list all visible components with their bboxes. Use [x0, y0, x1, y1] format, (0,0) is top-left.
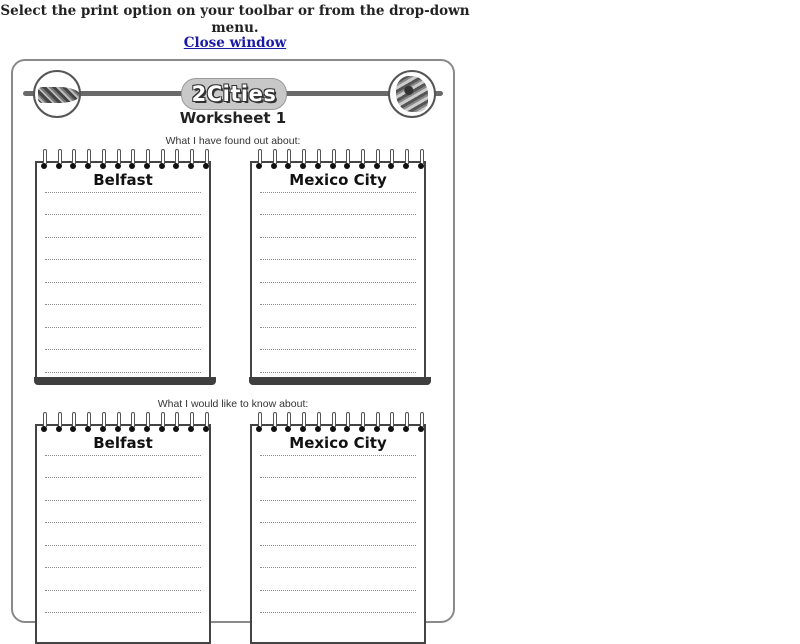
writing-line[interactable] — [45, 568, 201, 591]
notepad-title: Mexico City — [289, 171, 387, 189]
spiral-binding — [256, 412, 424, 434]
writing-line[interactable] — [45, 350, 201, 373]
spiral-binding — [256, 149, 424, 171]
writing-line[interactable] — [260, 328, 416, 351]
section-label-found-out: What I have found out about: — [165, 135, 301, 147]
writing-line[interactable] — [45, 170, 201, 193]
writing-line[interactable] — [260, 260, 416, 283]
writing-line[interactable] — [260, 591, 416, 614]
writing-lines — [45, 433, 201, 613]
print-instructions: Select the print option on your toolbar or from the drop-down menu. — [0, 3, 470, 36]
writing-line[interactable] — [260, 238, 416, 261]
writing-line[interactable] — [260, 501, 416, 524]
writing-line[interactable] — [260, 170, 416, 193]
writing-line[interactable] — [45, 328, 201, 351]
worksheet-title: Worksheet 1 — [179, 109, 287, 127]
writing-line[interactable] — [260, 305, 416, 328]
writing-line[interactable] — [45, 501, 201, 524]
writing-line[interactable] — [260, 433, 416, 456]
writing-line[interactable] — [45, 591, 201, 614]
writing-line[interactable] — [45, 283, 201, 306]
writing-line[interactable] — [260, 193, 416, 216]
writing-line[interactable] — [45, 260, 201, 283]
writing-lines — [260, 170, 416, 373]
notepad-title: Belfast — [93, 434, 153, 452]
close-window-link[interactable]: Close window — [183, 35, 287, 51]
writing-lines — [45, 170, 201, 373]
writing-line[interactable] — [45, 546, 201, 569]
writing-line[interactable] — [260, 215, 416, 238]
writing-line[interactable] — [45, 305, 201, 328]
writing-line[interactable] — [45, 433, 201, 456]
writing-line[interactable] — [260, 568, 416, 591]
writing-line[interactable] — [45, 193, 201, 216]
writing-line[interactable] — [45, 238, 201, 261]
writing-line[interactable] — [45, 523, 201, 546]
writing-lines — [260, 433, 416, 613]
writing-line[interactable] — [260, 523, 416, 546]
worksheet-frame — [11, 59, 455, 623]
writing-line[interactable] — [260, 350, 416, 373]
writing-line[interactable] — [260, 546, 416, 569]
writing-line[interactable] — [260, 283, 416, 306]
writing-line[interactable] — [45, 215, 201, 238]
notepad-title: Mexico City — [289, 434, 387, 452]
writing-line[interactable] — [260, 456, 416, 479]
brand-logo: 2Cities — [181, 78, 287, 110]
writing-line[interactable] — [45, 456, 201, 479]
notepad-base — [249, 377, 431, 385]
notepad-title: Belfast — [93, 171, 153, 189]
writing-line[interactable] — [45, 478, 201, 501]
writing-line[interactable] — [260, 478, 416, 501]
spiral-binding — [41, 149, 209, 171]
notepad-base — [34, 377, 216, 385]
spiral-binding — [41, 412, 209, 434]
section-label-like-to-know: What I would like to know about: — [157, 398, 309, 410]
close-window-link-row — [0, 35, 470, 51]
